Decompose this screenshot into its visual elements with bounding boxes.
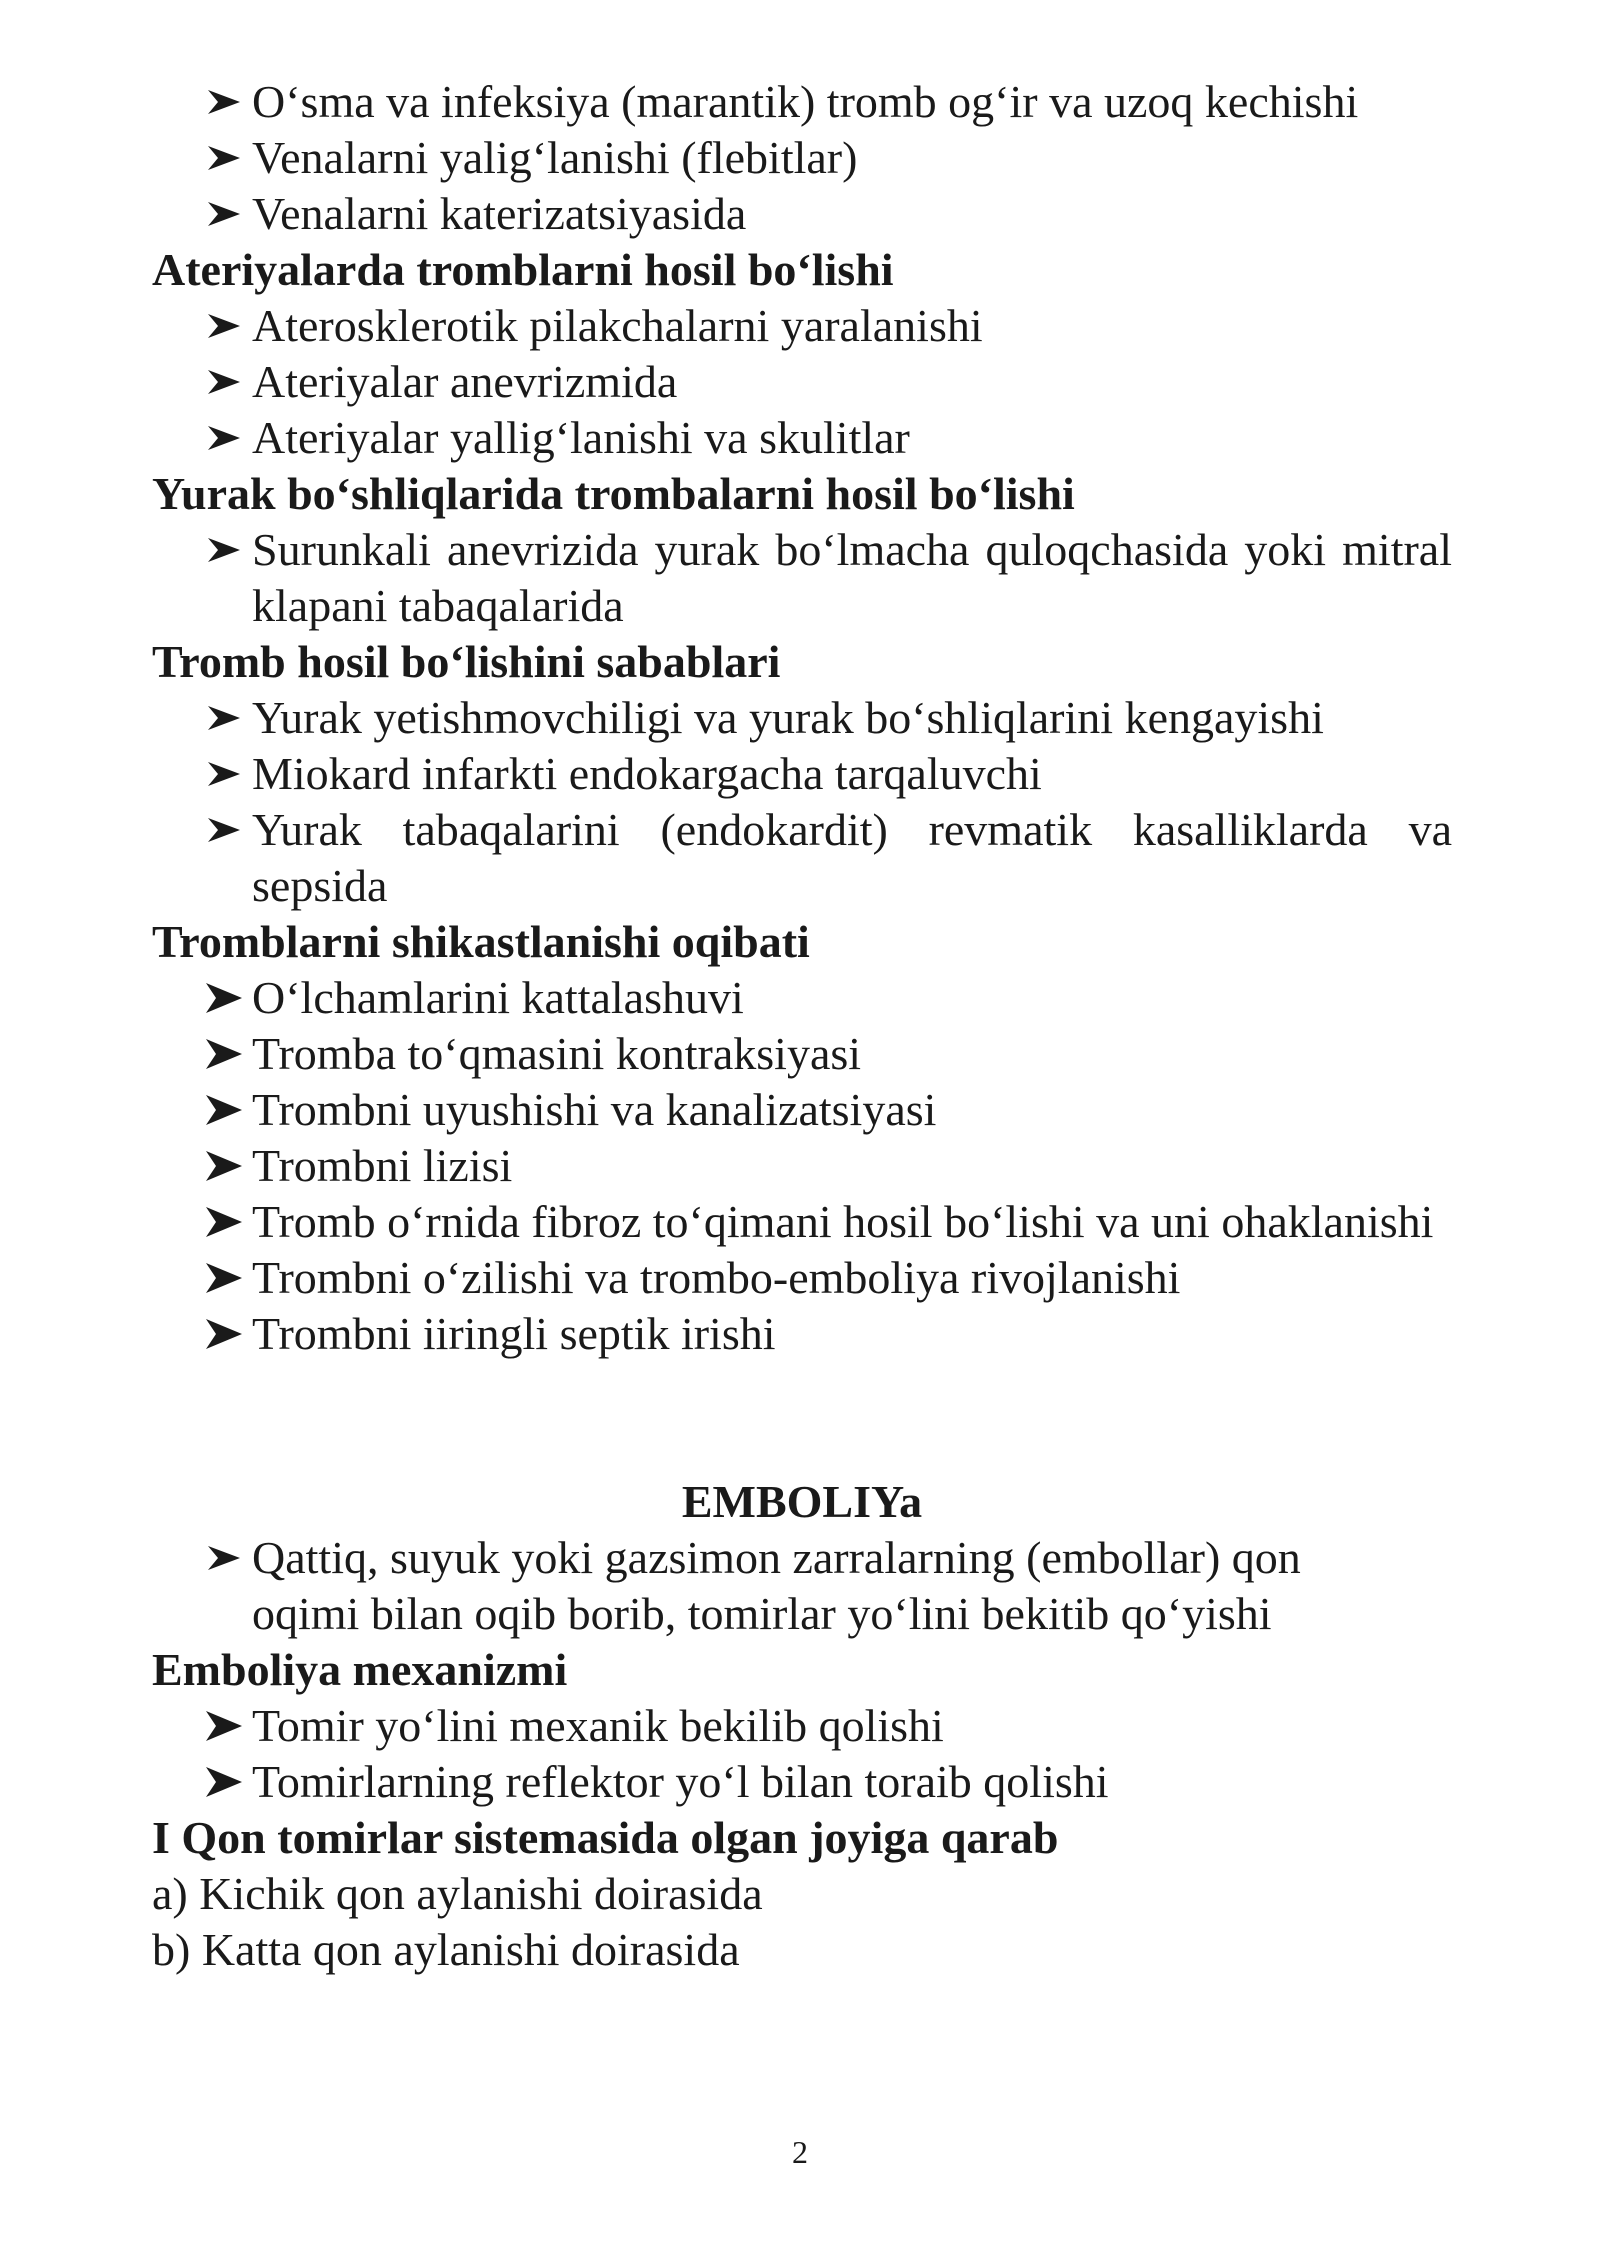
arrow-bullet-icon (204, 690, 246, 746)
causes-list (152, 690, 1452, 914)
list-item (152, 970, 1452, 1026)
arrow-bullet-icon (204, 1026, 246, 1082)
arrow-bullet-icon (204, 970, 246, 1026)
list-item-text: Yurak yetishmovchiligi va yurak bo‘shliqlarini kengayishi (252, 692, 1324, 743)
list-item (152, 1698, 1452, 1754)
list-item-text: Tromb o‘rnida fibroz to‘qimani hosil bo‘lishi va uni ohaklanishi (252, 1196, 1434, 1247)
list-item (152, 1530, 1452, 1642)
section-heading-arteries: Ateriyalarda tromblarni hosil bo‘lishi (152, 244, 894, 295)
arrow-bullet-icon (204, 1698, 246, 1754)
outcomes-list (152, 970, 1452, 1362)
embolism-title: EMBOLIYa (681, 1476, 923, 1527)
page-number: 2 (792, 2134, 808, 2170)
list-item (152, 746, 1452, 802)
list-item-text: Tomir yo‘lini mexanik bekilib qolishi (252, 1700, 944, 1751)
section-heading-outcomes: Tromblarni shikastlanishi oqibati (152, 916, 810, 967)
list-item (152, 186, 1452, 242)
list-item (152, 1138, 1452, 1194)
list-item-text: O‘lchamlarini kattalashuvi (252, 972, 744, 1023)
arrow-bullet-icon (204, 298, 246, 354)
list-item-text: Surunkali anevrizida yurak bo‘lmacha quloqchasida yoki mitral klapani tabaqalarida (252, 524, 1452, 631)
list-item (152, 1194, 1452, 1250)
arrow-bullet-icon (204, 802, 246, 858)
list-item (152, 1306, 1452, 1362)
list-item-text: Qattiq, suyuk yoki gazsimon zarralarning (embollar) qon oqimi bilan oqib borib, tomirlar yo‘lini bekitib qo‘yishi (252, 1532, 1301, 1639)
arrow-bullet-icon (204, 1194, 246, 1250)
list-item (152, 74, 1452, 130)
list-item-text: Aterosklerotik pilakchalarni yaralanishi (252, 300, 983, 351)
list-item (152, 410, 1452, 466)
list-item (152, 298, 1452, 354)
list-item-text: Ateriyalar anevrizmida (252, 356, 678, 407)
list-item (152, 1026, 1452, 1082)
arrow-bullet-icon (204, 746, 246, 802)
page-content (152, 74, 1452, 1978)
location-line-a: a) Kichik qon aylanishi doirasida (152, 1868, 763, 1919)
heart-list (152, 522, 1452, 634)
arrow-bullet-icon (204, 410, 246, 466)
embolism-list (152, 1530, 1452, 1642)
list-item (152, 522, 1452, 634)
list-item-text: Venalarni yalig‘lanishi (flebitlar) (252, 132, 858, 183)
arrow-bullet-icon (204, 1138, 246, 1194)
list-item (152, 130, 1452, 186)
list-item-text: O‘sma va infeksiya (marantik) tromb og‘ir va uzoq kechishi (252, 76, 1359, 127)
location-line-b: b) Katta qon aylanishi doirasida (152, 1924, 740, 1975)
arrow-bullet-icon (204, 1250, 246, 1306)
list-item-text: Tromba to‘qmasini kontraksiyasi (252, 1028, 862, 1079)
list-item (152, 354, 1452, 410)
list-item-text: Trombni iiringli septik irishi (252, 1308, 776, 1359)
intro-list (152, 74, 1452, 242)
list-item-text: Trombni uyushishi va kanalizatsiyasi (252, 1084, 937, 1135)
arrow-bullet-icon (204, 1082, 246, 1138)
section-heading-heart: Yurak bo‘shliqlarida trombalarni hosil bo‘lishi (152, 468, 1075, 519)
arrow-bullet-icon (204, 74, 246, 130)
section-heading-causes: Tromb hosil bo‘lishini sabablari (152, 636, 781, 687)
list-item-text: Venalarni katerizatsiyasida (252, 188, 747, 239)
arrow-bullet-icon (204, 1530, 246, 1586)
list-item-text: Tomirlarning reflektor yo‘l bilan toraib qolishi (252, 1756, 1109, 1807)
section-spacer (152, 1362, 1452, 1474)
arrow-bullet-icon (204, 1306, 246, 1362)
arrow-bullet-icon (204, 130, 246, 186)
list-item (152, 802, 1452, 914)
arrow-bullet-icon (204, 1754, 246, 1810)
list-item-text: Trombni lizisi (252, 1140, 513, 1191)
list-item-text: Yurak tabaqalarini (endokardit) revmatik kasalliklarda va sepsida (252, 804, 1452, 911)
list-item-text: Ateriyalar yallig‘lanishi va skulitlar (252, 412, 910, 463)
arteries-list (152, 298, 1452, 466)
mechanism-list (152, 1698, 1452, 1810)
list-item (152, 690, 1452, 746)
list-item-text: Miokard infarkti endokargacha tarqaluvchi (252, 748, 1042, 799)
section-heading-mechanism: Emboliya mexanizmi (152, 1644, 568, 1695)
list-item-text: Trombni o‘zilishi va trombo-emboliya rivojlanishi (252, 1252, 1181, 1303)
arrow-bullet-icon (204, 522, 246, 578)
section-heading-location: I Qon tomirlar sistemasida olgan joyiga qarab (152, 1812, 1059, 1863)
list-item (152, 1250, 1452, 1306)
arrow-bullet-icon (204, 354, 246, 410)
list-item (152, 1754, 1452, 1810)
arrow-bullet-icon (204, 186, 246, 242)
list-item (152, 1082, 1452, 1138)
